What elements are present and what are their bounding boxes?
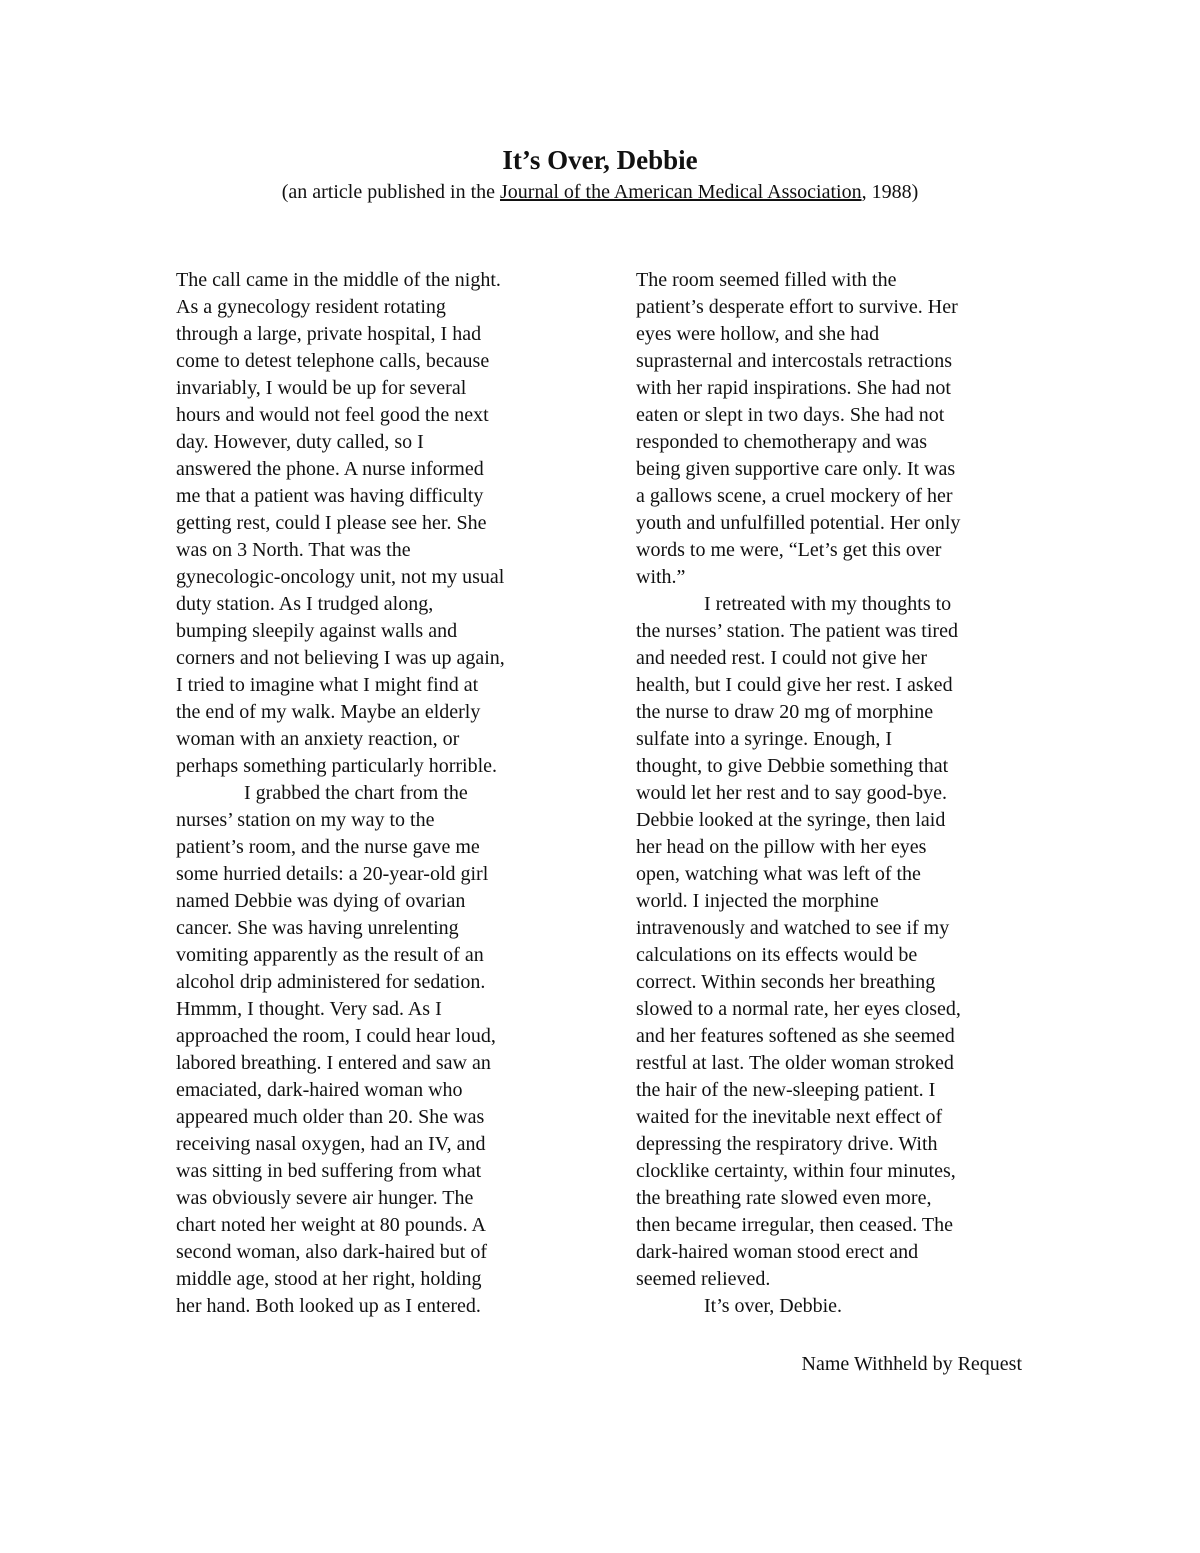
text-line: restful at last. The older woman stroked bbox=[636, 1052, 954, 1074]
text-line: words to me were, “Let’s get this over bbox=[636, 539, 942, 561]
text-line: approached the room, I could hear loud, bbox=[176, 1025, 496, 1047]
text-line: open, watching what was left of the bbox=[636, 863, 921, 885]
text-line: calculations on its effects would be bbox=[636, 944, 918, 966]
text-line: me that a patient was having difficulty bbox=[176, 485, 484, 507]
text-line: suprasternal and intercostals retractions bbox=[636, 350, 952, 372]
text-line: was on 3 North. That was the bbox=[176, 539, 411, 561]
text-line: correct. Within seconds her breathing bbox=[636, 971, 936, 993]
text-line: Hmmm, I thought. Very sad. As I bbox=[176, 998, 442, 1020]
text-line: her hand. Both looked up as I entered. bbox=[176, 1295, 481, 1317]
text-line: the end of my walk. Maybe an elderly bbox=[176, 701, 481, 723]
text-line: day. However, duty called, so I bbox=[176, 431, 424, 453]
text-line: As a gynecology resident rotating bbox=[176, 296, 446, 318]
text-line: the nurses’ station. The patient was tired bbox=[636, 620, 958, 642]
text-line: woman with an anxiety reaction, or bbox=[176, 728, 460, 750]
text-line: intravenously and watched to see if my bbox=[636, 917, 950, 939]
right-column bbox=[636, 267, 1036, 1320]
text-line: eyes were hollow, and she had bbox=[636, 323, 880, 345]
text-line: bumping sleepily against walls and bbox=[176, 620, 458, 642]
text-line: being given supportive care only. It was bbox=[636, 458, 956, 480]
text-line: responded to chemotherapy and was bbox=[636, 431, 928, 453]
text-line: named Debbie was dying of ovarian bbox=[176, 890, 466, 912]
text-line: then became irregular, then ceased. The bbox=[636, 1214, 954, 1236]
text-line: duty station. As I trudged along, bbox=[176, 593, 434, 615]
paragraph-start-line: I retreated with my thoughts to bbox=[704, 593, 952, 615]
text-line: thought, to give Debbie something that bbox=[636, 755, 949, 777]
text-line: hours and would not feel good the next bbox=[176, 404, 489, 426]
text-line: sulfate into a syringe. Enough, I bbox=[636, 728, 893, 750]
text-line: second woman, also dark-haired but of bbox=[176, 1241, 488, 1263]
text-line: chart noted her weight at 80 pounds. A bbox=[176, 1214, 486, 1236]
text-line: a gallows scene, a cruel mockery of her bbox=[636, 485, 953, 507]
text-line: the hair of the new-sleeping patient. I bbox=[636, 1079, 936, 1101]
text-line: the breathing rate slowed even more, bbox=[636, 1187, 932, 1209]
text-line: dark-haired woman stood erect and bbox=[636, 1241, 919, 1263]
text-line: health, but I could give her rest. I asked bbox=[636, 674, 953, 696]
text-line: receiving nasal oxygen, had an IV, and bbox=[176, 1133, 486, 1155]
text-line: with her rapid inspirations. She had not bbox=[636, 377, 951, 399]
text-line: emaciated, dark-haired woman who bbox=[176, 1079, 463, 1101]
text-line: and her features softened as she seemed bbox=[636, 1025, 955, 1047]
text-line: The call came in the middle of the night. bbox=[176, 269, 501, 291]
text-line: waited for the inevitable next effect of bbox=[636, 1106, 943, 1128]
text-line: slowed to a normal rate, her eyes closed, bbox=[636, 998, 961, 1020]
text-line: cancer. She was having unrelenting bbox=[176, 917, 459, 939]
text-line: appeared much older than 20. She was bbox=[176, 1106, 485, 1128]
text-line: and needed rest. I could not give her bbox=[636, 647, 928, 669]
subtitle-suffix: , 1988) bbox=[861, 181, 919, 203]
text-line: I tried to imagine what I might find at bbox=[176, 674, 479, 696]
text-line: getting rest, could I please see her. She bbox=[176, 512, 487, 534]
text-line: some hurried details: a 20-year-old girl bbox=[176, 863, 489, 885]
text-line: eaten or slept in two days. She had not bbox=[636, 404, 945, 426]
text-line: nurses’ station on my way to the bbox=[176, 809, 435, 831]
text-line: with.” bbox=[636, 566, 686, 588]
text-line: was obviously severe air hunger. The bbox=[176, 1187, 474, 1209]
text-line: invariably, I would be up for several bbox=[176, 377, 467, 399]
journal-name: Journal of the American Medical Association bbox=[500, 181, 862, 203]
text-line: answered the phone. A nurse informed bbox=[176, 458, 484, 480]
text-line: come to detest telephone calls, because bbox=[176, 350, 490, 372]
text-line: patient’s desperate effort to survive. Her bbox=[636, 296, 958, 318]
text-line: depressing the respiratory drive. With bbox=[636, 1133, 938, 1155]
text-line: alcohol drip administered for sedation. bbox=[176, 971, 486, 993]
text-line: seemed relieved. bbox=[636, 1268, 771, 1290]
text-line: was sitting in bed suffering from what bbox=[176, 1160, 482, 1182]
left-column bbox=[176, 267, 576, 1320]
closing-line: It’s over, Debbie. bbox=[704, 1295, 843, 1317]
text-line: Debbie looked at the syringe, then laid bbox=[636, 809, 946, 831]
paragraph-start-line: I grabbed the chart from the bbox=[244, 782, 468, 804]
text-line: The room seemed filled with the bbox=[636, 269, 897, 291]
text-line: labored breathing. I entered and saw an bbox=[176, 1052, 491, 1074]
text-line: perhaps something particularly horrible. bbox=[176, 755, 498, 777]
author-signature: Name Withheld by Request bbox=[801, 1353, 1022, 1375]
text-line: patient’s room, and the nurse gave me bbox=[176, 836, 480, 858]
text-line: world. I injected the morphine bbox=[636, 890, 879, 912]
text-line: middle age, stood at her right, holding bbox=[176, 1268, 482, 1290]
subtitle-prefix: (an article published in the bbox=[281, 181, 500, 203]
text-line: would let her rest and to say good-bye. bbox=[636, 782, 948, 804]
text-line: through a large, private hospital, I had bbox=[176, 323, 482, 345]
text-line: clocklike certainty, within four minutes, bbox=[636, 1160, 956, 1182]
article-subtitle bbox=[0, 178, 1200, 206]
article-title: It’s Over, Debbie bbox=[502, 145, 698, 175]
text-line: the nurse to draw 20 mg of morphine bbox=[636, 701, 934, 723]
text-line: her head on the pillow with her eyes bbox=[636, 836, 927, 858]
text-line: corners and not believing I was up again, bbox=[176, 647, 505, 669]
text-line: youth and unfulfilled potential. Her only bbox=[636, 512, 961, 534]
text-line: vomiting apparently as the result of an bbox=[176, 944, 484, 966]
text-line: gynecologic-oncology unit, not my usual bbox=[176, 566, 505, 588]
